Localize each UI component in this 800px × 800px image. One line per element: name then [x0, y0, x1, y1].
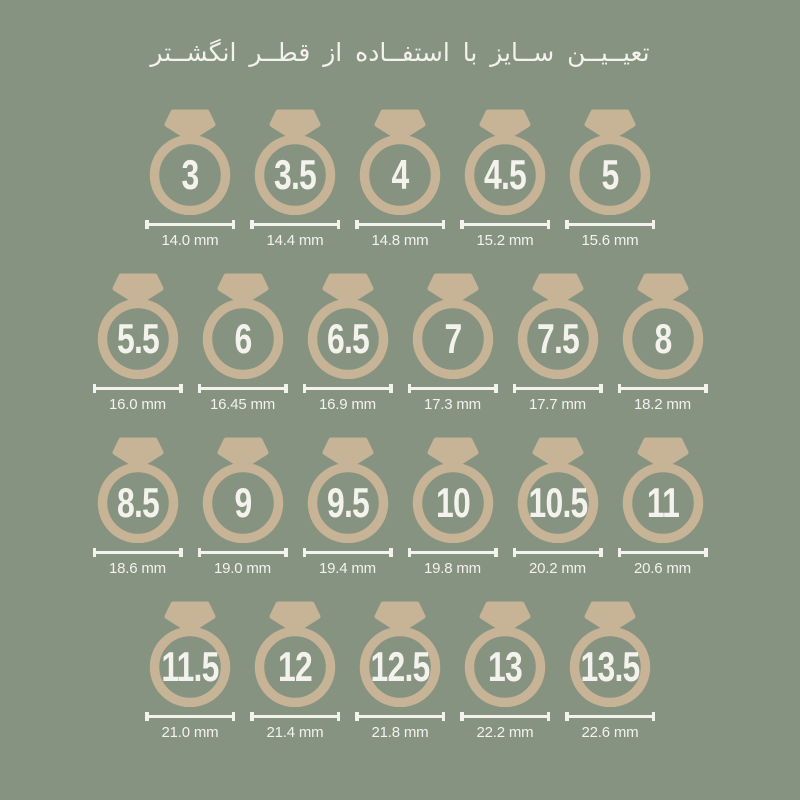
dimension-right-cap [652, 712, 656, 721]
ring-diameter-label: 16.45 mm [209, 396, 276, 413]
diameter-dimension-line-icon [250, 712, 340, 721]
diameter-dimension-line-icon [460, 712, 550, 721]
ring-diameter-label: 21.8 mm [371, 724, 429, 741]
dimension-bar [569, 223, 652, 226]
ring-size-number: 9.5 [326, 479, 369, 526]
ring-size-item [298, 437, 398, 578]
ring-size-item [350, 601, 450, 742]
dimension-bar [254, 715, 337, 718]
ring-with-diamond-icon [403, 273, 503, 379]
dimension-bar [516, 551, 599, 554]
diameter-dimension-line-icon [198, 384, 288, 393]
diameter-dimension-line-icon [565, 220, 655, 229]
ring-size-number: 11.5 [161, 643, 219, 690]
ring-diameter-label: 19.4 mm [319, 560, 376, 577]
ring-diameter-label: 19.0 mm [214, 560, 271, 577]
ring-size-item [560, 109, 660, 250]
dimension-bar [621, 551, 704, 554]
ring-size-item [403, 273, 503, 414]
dimension-bar [149, 223, 232, 226]
ring-with-diamond-icon [613, 437, 713, 543]
dimension-right-cap [494, 548, 498, 557]
ring-size-number: 10 [435, 479, 470, 526]
ring-size-item [245, 601, 345, 742]
ring-size-item [88, 273, 188, 414]
ring-size-number: 4 [391, 151, 409, 198]
ring-size-item [613, 273, 713, 414]
dimension-right-cap [704, 548, 708, 557]
ring-size-number: 12.5 [370, 643, 430, 690]
ring-diameter-label: 17.3 mm [424, 396, 481, 413]
dimension-right-cap [179, 548, 183, 557]
diameter-dimension-line-icon [565, 712, 655, 721]
ring-diameter-label: 20.6 mm [634, 560, 691, 577]
ring-size-item [193, 273, 293, 414]
ring-size-number: 8.5 [116, 479, 159, 526]
ring-diameter-label: 14.4 mm [266, 232, 324, 249]
ring-with-diamond-icon [140, 601, 240, 707]
ring-with-diamond-icon [193, 273, 293, 379]
dimension-bar [411, 551, 494, 554]
dimension-bar [569, 715, 652, 718]
dimension-right-cap [284, 548, 288, 557]
ring-size-item [350, 109, 450, 250]
dimension-right-cap [389, 548, 393, 557]
ring-with-diamond-icon [455, 109, 555, 215]
diameter-dimension-line-icon [408, 384, 498, 393]
ring-with-diamond-icon [88, 273, 188, 379]
ring-diameter-label: 16.0 mm [109, 396, 166, 413]
dimension-bar [96, 387, 179, 390]
ring-size-number: 3.5 [273, 151, 317, 198]
dimension-bar [464, 223, 547, 226]
ring-with-diamond-icon [560, 109, 660, 215]
ring-with-diamond-icon [298, 437, 398, 543]
ring-size-item [560, 601, 660, 742]
ring-size-number: 3 [181, 151, 199, 198]
ring-with-diamond-icon [508, 437, 608, 543]
ring-size-number: 12 [278, 643, 312, 690]
ring-with-diamond-icon [298, 273, 398, 379]
ring-size-item [298, 273, 398, 414]
ring-size-number: 7.5 [536, 315, 579, 362]
ring-with-diamond-icon [613, 273, 713, 379]
dimension-bar [359, 223, 442, 226]
dimension-bar [201, 551, 284, 554]
diameter-dimension-line-icon [198, 548, 288, 557]
diameter-dimension-line-icon [250, 220, 340, 229]
ring-row-3 [88, 437, 713, 578]
ring-size-item [140, 601, 240, 742]
dimension-bar [464, 715, 547, 718]
ring-diameter-label: 14.0 mm [161, 232, 219, 249]
ring-size-number: 11 [646, 479, 679, 526]
ring-size-item [455, 109, 555, 250]
dimension-bar [516, 387, 599, 390]
ring-diameter-label: 18.2 mm [634, 396, 691, 413]
diameter-dimension-line-icon [355, 712, 445, 721]
ring-with-diamond-icon [350, 601, 450, 707]
diameter-dimension-line-icon [618, 384, 708, 393]
ring-diameter-label: 20.2 mm [529, 560, 586, 577]
ring-diameter-label: 21.4 mm [266, 724, 324, 741]
dimension-right-cap [232, 220, 236, 229]
dimension-right-cap [389, 384, 393, 393]
dimension-bar [149, 715, 232, 718]
ring-with-diamond-icon [560, 601, 660, 707]
dimension-right-cap [442, 220, 446, 229]
ring-with-diamond-icon [403, 437, 503, 543]
dimension-bar [621, 387, 704, 390]
ring-with-diamond-icon [193, 437, 293, 543]
ring-size-item [613, 437, 713, 578]
dimension-right-cap [337, 220, 341, 229]
ring-diameter-label: 15.2 mm [476, 232, 534, 249]
dimension-bar [96, 551, 179, 554]
ring-diameter-label: 16.9 mm [319, 396, 376, 413]
ring-row-2 [88, 273, 713, 414]
ring-size-item [245, 109, 345, 250]
diameter-dimension-line-icon [93, 548, 183, 557]
ring-size-item [140, 109, 240, 250]
ring-size-number: 9 [233, 479, 251, 526]
ring-size-item [403, 437, 503, 578]
diameter-dimension-line-icon [513, 384, 603, 393]
dimension-bar [359, 715, 442, 718]
dimension-right-cap [179, 384, 183, 393]
dimension-right-cap [442, 712, 446, 721]
dimension-right-cap [652, 220, 656, 229]
diameter-dimension-line-icon [145, 712, 235, 721]
dimension-right-cap [284, 384, 288, 393]
ring-with-diamond-icon [88, 437, 188, 543]
dimension-right-cap [547, 220, 551, 229]
ring-size-number: 6.5 [326, 315, 369, 362]
diameter-dimension-line-icon [460, 220, 550, 229]
dimension-right-cap [599, 384, 603, 393]
dimension-right-cap [232, 712, 236, 721]
ring-size-item [193, 437, 293, 578]
ring-diameter-label: 18.6 mm [109, 560, 166, 577]
dimension-bar [411, 387, 494, 390]
diameter-dimension-line-icon [355, 220, 445, 229]
ring-diameter-label: 17.7 mm [529, 396, 586, 413]
ring-size-number: 7 [443, 315, 461, 362]
diameter-dimension-line-icon [513, 548, 603, 557]
diameter-dimension-line-icon [303, 384, 393, 393]
ring-with-diamond-icon [140, 109, 240, 215]
dimension-right-cap [337, 712, 341, 721]
ring-size-item [508, 273, 608, 414]
ring-diameter-label: 22.6 mm [581, 724, 639, 741]
ring-diameter-label: 15.6 mm [581, 232, 639, 249]
ring-with-diamond-icon [455, 601, 555, 707]
chart-rows [88, 109, 713, 742]
ring-diameter-label: 22.2 mm [476, 724, 534, 741]
ring-diameter-label: 14.8 mm [371, 232, 429, 249]
ring-size-number: 8 [653, 315, 671, 362]
dimension-bar [306, 551, 389, 554]
ring-with-diamond-icon [350, 109, 450, 215]
ring-diameter-label: 21.0 mm [161, 724, 219, 741]
dimension-right-cap [704, 384, 708, 393]
ring-row-4 [88, 601, 713, 742]
page-title: تعیــیــن ســایز با استفــاده از قطــر انگشــتر [150, 38, 650, 67]
ring-size-number: 13.5 [580, 643, 640, 690]
ring-with-diamond-icon [508, 273, 608, 379]
ring-size-number: 13 [488, 643, 522, 690]
ring-with-diamond-icon [245, 601, 345, 707]
diameter-dimension-line-icon [93, 384, 183, 393]
ring-size-number: 5 [601, 151, 619, 198]
ring-size-item [88, 437, 188, 578]
dimension-right-cap [599, 548, 603, 557]
ring-size-number: 4.5 [483, 151, 527, 198]
diameter-dimension-line-icon [408, 548, 498, 557]
dimension-bar [201, 387, 284, 390]
ring-with-diamond-icon [245, 109, 345, 215]
dimension-right-cap [494, 384, 498, 393]
diameter-dimension-line-icon [145, 220, 235, 229]
dimension-bar [254, 223, 337, 226]
diameter-dimension-line-icon [303, 548, 393, 557]
diameter-dimension-line-icon [618, 548, 708, 557]
ring-size-number: 10.5 [527, 479, 588, 526]
ring-diameter-label: 19.8 mm [424, 560, 481, 577]
dimension-right-cap [547, 712, 551, 721]
ring-size-item [508, 437, 608, 578]
ring-row-1 [88, 109, 713, 250]
dimension-bar [306, 387, 389, 390]
ring-size-number: 6 [233, 315, 251, 362]
ring-size-item [455, 601, 555, 742]
ring-size-number: 5.5 [116, 315, 159, 362]
